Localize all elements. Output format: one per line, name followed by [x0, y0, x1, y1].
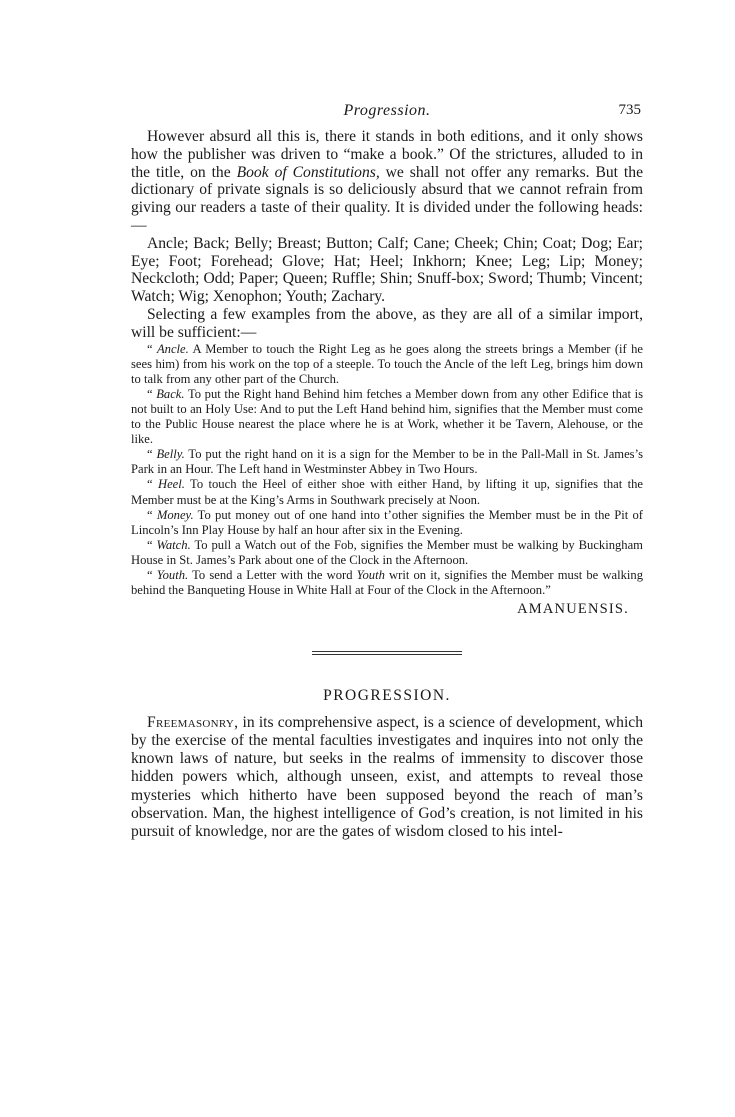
- quote-term: Watch.: [156, 537, 191, 552]
- section-heading: PROGRESSION.: [323, 687, 451, 705]
- quote-term: Heel.: [157, 477, 185, 492]
- book-title-italic: Book of Constitutions,: [236, 163, 380, 181]
- author-signature: AMANUENSIS.: [517, 601, 629, 618]
- section-divider: [312, 651, 462, 655]
- signal-heads-list: Ancle; Back; Belly; Breast; Button; Calf; Cane; Cheek; Chin; Coat; Dog; Ear; Eye; Foot; Forehead; Glove; Hat; Heel; Inkhorn; Knee; Leg; Lip; Money; Neckcloth; Odd; Paper; Queen; Ruffle; Shin; Snuff-box; Sword; Thumb; Vincent; Watch; Wig; Xenophon; Youth; Zachary.: [131, 234, 643, 306]
- progression-text: in its comprehensive aspect, is a science of development, which by the exercise of the mental faculties investigates and inquires into not only the known laws of nature, but seeks in the realms of immensity to discover those hidden powers which, although unseen, exist, and attempts to reveal those mysteries which hitherto have been supposed beyond the reach of man’s observation. Man, the highest intelligence of God’s creation, is not limited in his pursuit of knowledge, nor are the gates of wisdom closed to his intel-: [131, 714, 643, 840]
- selection-paragraph: Selecting a few examples from the above, as they are all of a similar import, will be sufficient:—: [131, 305, 643, 341]
- quote-term: Back.: [156, 386, 185, 401]
- quote-term: Youth.: [156, 567, 189, 582]
- quote-term: Money.: [156, 507, 194, 522]
- page-number: 735: [618, 102, 641, 118]
- lead-word: Freemasonry,: [147, 714, 239, 732]
- quote-italic-word: Youth: [356, 567, 385, 582]
- running-head: [131, 102, 643, 128]
- opening-paragraph: [131, 128, 643, 235]
- quote-term: Belly.: [156, 447, 185, 462]
- opening-text-end: we shall not offer any remarks. But the dictionary of private signals is so deliciously absurd that we cannot refrain from giving our readers a taste of their quality. It is divided under the following heads:—: [131, 163, 643, 234]
- quote-watch: “ Watch. To pull a Watch out of the Fob, signifies the Member must be walking by Buckingham House in St. James’s Park about one of the Clock in the Afternoon.: [131, 537, 643, 567]
- quote-ancle: “ Ancle. A Member to touch the Right Leg as he goes along the streets brings a Member (if he sees him) from his work on the top of a steeple. To touch the Ancle of the left Leg, brings him down to talk from any other part of the Church.: [131, 341, 643, 386]
- quote-youth: “ Youth. To send a Letter with the word Youth writ on it, signifies the Member must be walking behind the Banqueting House in White Hall at Four of the Clock in the Afternoon.”: [131, 567, 643, 598]
- quote-belly: “ Belly. To put the right hand on it is a sign for the Member to be in the Pall-Mall in St. James’s Park in an Hour. The Left hand in Westminster Abbey in Two Hours.: [131, 447, 643, 477]
- quote-back: “ Back. To put the Right hand Behind him fetches a Member down from any other Edifice that is not built to an Holy Use: And to put the Left Hand behind him, signifies that the Member must come to the Public House nearest the place where he is at Work, whether it be Tavern, Alehouse, or the like.: [131, 386, 643, 447]
- quote-money: “ Money. To put money out of one hand into t’other signifies the Member must be in the Pit of Lincoln’s Inn Play House by half an hour after six in the Evening.: [131, 507, 643, 537]
- progression-paragraph: [131, 714, 643, 841]
- quote-heel: “ Heel. To touch the Heel of either shoe with either Hand, by lifting it up, signifies that the Member must be at the King’s Arms in Southwark precisely at Noon.: [131, 477, 643, 507]
- running-title: Progression.: [343, 102, 431, 119]
- book-page: [131, 102, 643, 841]
- quote-term: Ancle.: [156, 341, 189, 356]
- opening-text-start: However absurd all this is, there it stands in both editions, and it only shows how the publisher was driven to “make a book.” Of the strictures, alluded to in the title, on the: [131, 128, 643, 181]
